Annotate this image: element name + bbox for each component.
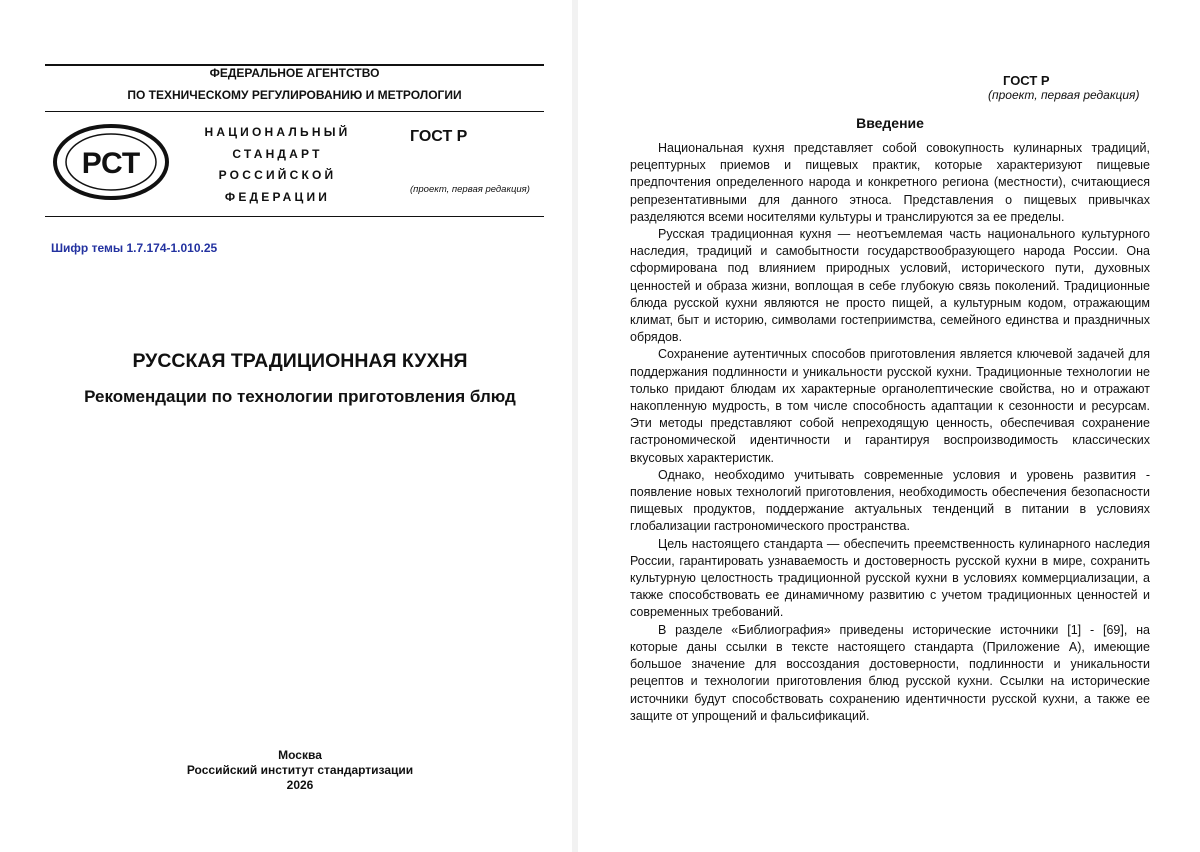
- logo-text: РСТ: [81, 147, 141, 180]
- bottom-rule: [45, 216, 544, 217]
- intro-gost-label: ГОСТ Р: [1003, 73, 1050, 88]
- national-standard-block: [195, 122, 360, 208]
- rst-logo-icon: [52, 123, 170, 201]
- agency-line-2: ПО ТЕХНИЧЕСКОМУ РЕГУЛИРОВАНИЮ И МЕТРОЛОГИИ: [127, 88, 462, 102]
- mid-rule: [45, 111, 544, 112]
- gost-label: ГОСТ Р: [410, 128, 468, 145]
- intro-draft-note: (проект, первая редакция): [988, 88, 1140, 102]
- document-subtitle: Рекомендации по технологии приготовления блюд: [84, 387, 516, 406]
- imprint-year: 2026: [286, 778, 314, 792]
- paragraph-5: Цель настоящего стандарта — обеспечить преемственность кулинарного наследия России, гарантировать узнаваемость и достоверность русской кухни в мире, сохранить культурную целостность традиционной русской кухни в условиях коммерциализации, а также способствовать ее динамичному развитию с учетом традиционных ценностей и современных требований.: [630, 536, 1150, 620]
- draft-note: (проект, первая редакция): [410, 184, 530, 195]
- imprint: [45, 748, 555, 793]
- paragraph-3: Сохранение аутентичных способов приготовления является ключевой задачей для поддержания подлинности и уникальности русской кухни. Традиционные технологии не только придают блюдам их характерные органолептические свойства, но и отражают накопленную мудрость, в том числе способность адаптации к сезонности и ресурсам. Эти методы представляют собой непреходящую ценность, обеспечивая сохранение гастрономической идентичности и гарантируя воспроизводимость классических вкусовых характеристик.: [630, 347, 1150, 465]
- national-line-4: ФЕДЕРАЦИИ: [224, 189, 331, 204]
- introduction-heading: Введение: [856, 115, 924, 131]
- topic-cipher: Шифр темы 1.7.174-1.010.25: [51, 241, 218, 255]
- paragraph-4: Однако, необходимо учитывать современные условия и уровень развития - появление новых технологий приготовления, необходимость обеспечения безопасности пищевых продуктов, поддержание актуальных тенденций в питании в условиях глобализации гастрономического пространства.: [630, 467, 1150, 534]
- imprint-city: Москва: [278, 748, 322, 762]
- paragraph-2: Русская традиционная кухня — неотъемлемая часть национального культурного наследия, традиций и самобытности государствообразующего народа России. Она сформирована под влиянием природных условий, исторического пути, духовных ценностей и образа жизни, воплощая в себе глубокую связь поколений. Традиционные блюда русской кухни являются не просто пищей, а культурным кодом, отражающим климат, быт и историю, символами гостеприимства, семейного единства и праздничных обрядов.: [630, 227, 1150, 345]
- paragraph-1: Национальная кухня представляет собой совокупность кулинарных традиций, рецептурных приемов и пищевых практик, которые характеризуют пищевые предпочтения определенного народа и конкретного региона (местности), считающиеся репрезентативными для данного этноса. Представления о пищевых привычках разделяются всеми носителями культуры и транслируются за ее пределы.: [630, 141, 1150, 224]
- introduction-body: [630, 140, 1150, 725]
- imprint-publisher: Российский институт стандартизации: [186, 763, 414, 777]
- paragraph-6: В разделе «Библиография» приведены исторические источники [1] - [69], на которые даны ссылки в тексте настоящего стандарта (Приложение А), имеющие большое значение для воссоздания достоверности, подлинности и уникальности рецептов и технологии приготовления блюд русской кухни. Ссылки на исторические источники будут способствовать сохранению идентичности русской кухни, а также ее защите от упрощений и фальсификаций.: [630, 622, 1150, 723]
- cover-page: [0, 0, 572, 852]
- national-line-2: СТАНДАРТ: [232, 146, 323, 161]
- document-title: РУССКАЯ ТРАДИЦИОННАЯ КУХНЯ: [132, 350, 468, 372]
- national-line-1: НАЦИОНАЛЬНЫЙ: [204, 125, 351, 139]
- national-line-3: РОССИЙСКОЙ: [218, 168, 337, 182]
- agency-line-1: ФЕДЕРАЛЬНОЕ АГЕНТСТВО: [209, 66, 380, 80]
